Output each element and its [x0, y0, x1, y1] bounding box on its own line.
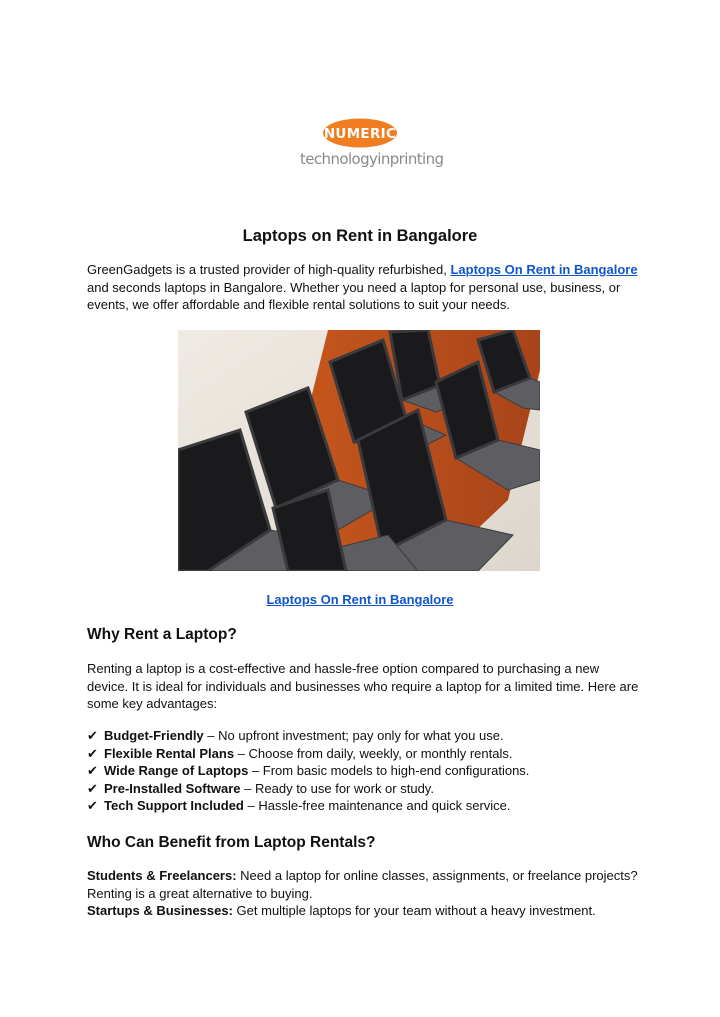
benefit-item [87, 902, 639, 920]
intro-text-after: and seconds laptops in Bangalore. Whether you need a laptop for personal use, business, or events, we offer affordable and flexible rental solutions to suit your needs. [87, 279, 621, 312]
benefit-title: Startups & Businesses: [87, 903, 233, 918]
advantage-desc: – From basic models to high-end configurations. [248, 763, 530, 778]
advantage-title: Wide Range of Laptops [104, 763, 249, 778]
checkmark-icon: ✔ [87, 763, 98, 778]
advantage-item [87, 780, 647, 798]
advantage-item [87, 745, 647, 763]
caption-link[interactable]: Laptops On Rent in Bangalore [266, 592, 454, 607]
laptops-on-rent-link[interactable]: Laptops On Rent in Bangalore [450, 262, 638, 277]
advantage-desc: – Hassle-free maintenance and quick service. [243, 798, 511, 813]
checkmark-icon: ✔ [87, 780, 98, 796]
logo-badge-text: NUMERIC [323, 126, 397, 142]
advantage-item [87, 797, 647, 815]
why-heading: Why Rent a Laptop? [87, 626, 237, 643]
advantage-desc: – No upfront investment; pay only for what you use. [203, 728, 504, 743]
logo-badge [300, 118, 420, 152]
advantage-desc: – Ready to use for work or study. [240, 780, 434, 796]
advantage-title: Pre-Installed Software [104, 780, 241, 796]
numeric-logo [300, 118, 444, 180]
checkmark-icon: ✔ [87, 798, 98, 813]
advantages-list [87, 727, 647, 815]
benefit-item [87, 867, 639, 902]
advantage-item [87, 727, 647, 745]
why-paragraph: Renting a laptop is a cost-effective and hassle-free option compared to purchasing a new device. It is ideal for individuals and businesses who require a laptop for a limited time. Here are some key advantages: [87, 661, 639, 711]
benefit-desc: Need a laptop for online classes, assignments, or freelance projects? Renting is a great alternative to buying. [87, 868, 638, 901]
checkmark-icon: ✔ [87, 745, 98, 761]
advantage-title: Budget-Friendly [104, 728, 204, 743]
page-title: Laptops on Rent in Bangalore [242, 227, 478, 245]
who-heading: Who Can Benefit from Laptop Rentals? [87, 834, 376, 851]
advantage-desc: – Choose from daily, weekly, or monthly rentals. [234, 745, 513, 761]
advantage-item [87, 762, 647, 780]
checkmark-icon: ✔ [87, 728, 98, 743]
benefits-list [87, 867, 639, 920]
image-caption [0, 592, 720, 607]
benefit-desc: Get multiple laptops for your team without a heavy investment. [232, 903, 596, 918]
logo-subtitle: technologyinprinting [300, 150, 444, 168]
intro-paragraph [87, 261, 639, 314]
benefit-title: Students & Freelancers: [87, 868, 237, 883]
advantage-title: Flexible Rental Plans [104, 745, 235, 761]
intro-text-before: GreenGadgets is a trusted provider of high-quality refurbished, [87, 262, 451, 277]
laptops-photo [178, 330, 540, 571]
advantage-title: Tech Support Included [104, 798, 244, 813]
